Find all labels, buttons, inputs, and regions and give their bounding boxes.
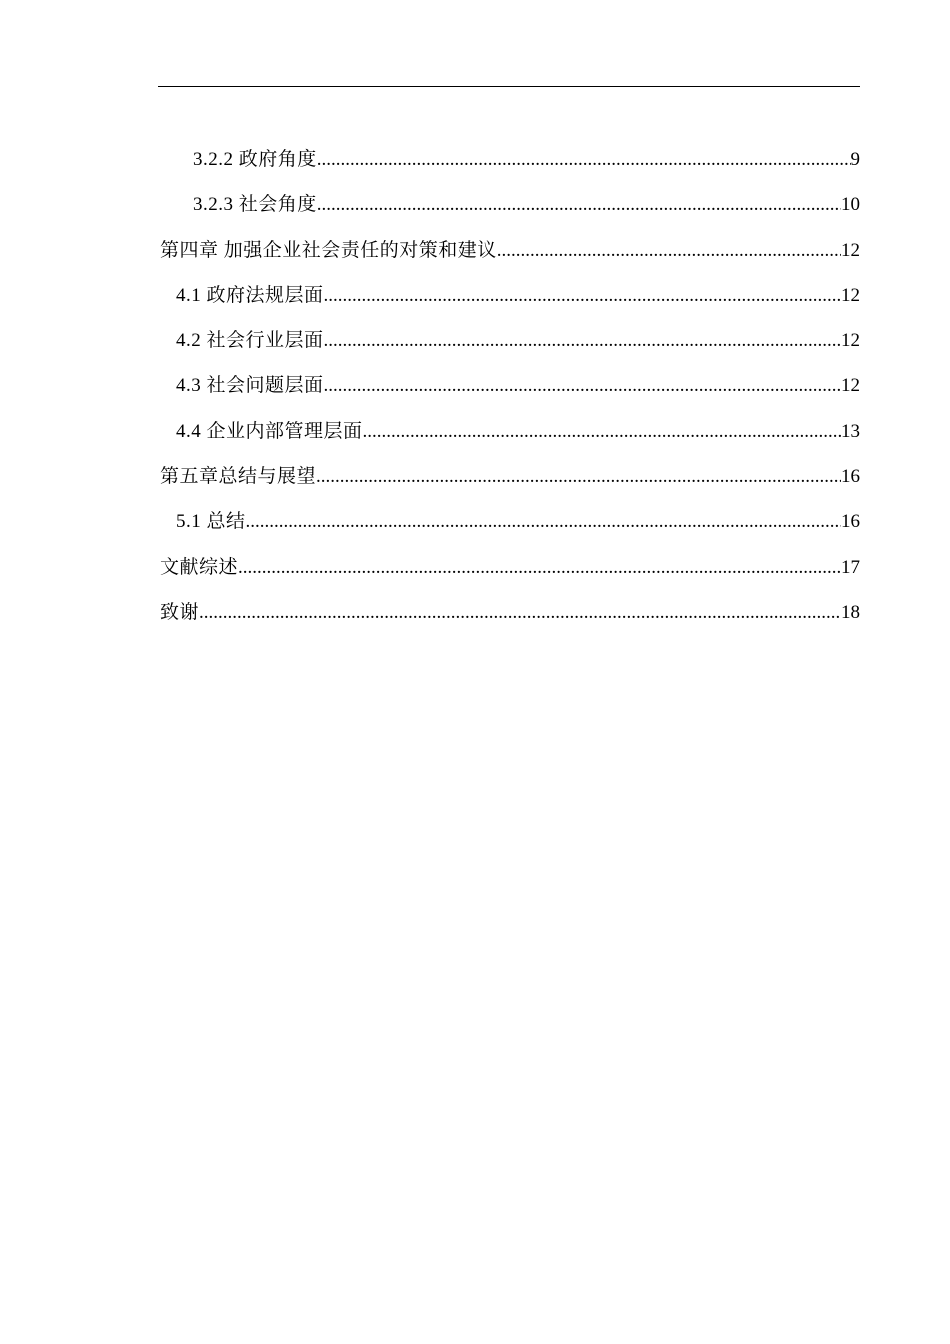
toc-entry-label: 致谢 [160,601,200,623]
toc-dot-leader [324,318,841,363]
toc-entry[interactable] [160,363,860,408]
toc-entry[interactable] [160,454,860,499]
toc-dot-leader [324,363,841,408]
toc-entry-label: 第五章总结与展望 [160,466,317,488]
toc-entry[interactable] [160,137,860,182]
toc-entry[interactable] [160,228,860,273]
toc-dot-leader [324,273,841,318]
header-rule [158,86,860,87]
toc-page-number: 12 [841,375,860,397]
toc-page-number: 12 [841,239,860,261]
toc-entry-label: 5.1 总结 [176,511,246,533]
toc-entry[interactable] [160,182,860,227]
toc-page-number: 13 [841,420,860,442]
toc-entry[interactable] [160,590,860,635]
toc-page-number: 10 [841,194,860,216]
toc-entry-label: 3.2.2 政府角度 [193,149,317,170]
toc-entry-label: 4.3 社会问题层面 [176,375,324,397]
toc-dot-leader [199,590,841,635]
toc-entry-label: 第四章 加强企业社会责任的对策和建议 [160,239,497,261]
toc-dot-leader [317,137,851,182]
toc-page-number: 16 [841,511,860,533]
toc-dot-leader [317,182,841,227]
toc-page-number: 18 [841,601,860,623]
toc-entry[interactable] [160,499,860,544]
toc-entry[interactable] [160,545,860,590]
toc-entry[interactable] [160,318,860,363]
toc-page-number: 12 [841,330,860,352]
toc-entry-label: 4.1 政府法规层面 [176,284,324,306]
toc-page-number: 16 [841,466,860,488]
toc-dot-leader [316,454,841,499]
toc-entry[interactable] [160,409,860,454]
toc-dot-leader [246,499,841,544]
toc-dot-leader [497,228,841,273]
table-of-contents [160,137,860,635]
toc-entry-label: 文献综述 [160,556,239,578]
toc-dot-leader [363,409,841,454]
toc-entry-label: 4.2 社会行业层面 [176,330,324,352]
toc-entry[interactable] [160,273,860,318]
toc-page-number: 17 [841,556,860,578]
toc-entry-label: 4.4 企业内部管理层面 [176,420,363,442]
toc-dot-leader [238,545,841,590]
toc-page-number: 12 [841,284,860,306]
toc-page-number: 9 [850,149,860,170]
toc-entry-label: 3.2.3 社会角度 [193,194,317,216]
